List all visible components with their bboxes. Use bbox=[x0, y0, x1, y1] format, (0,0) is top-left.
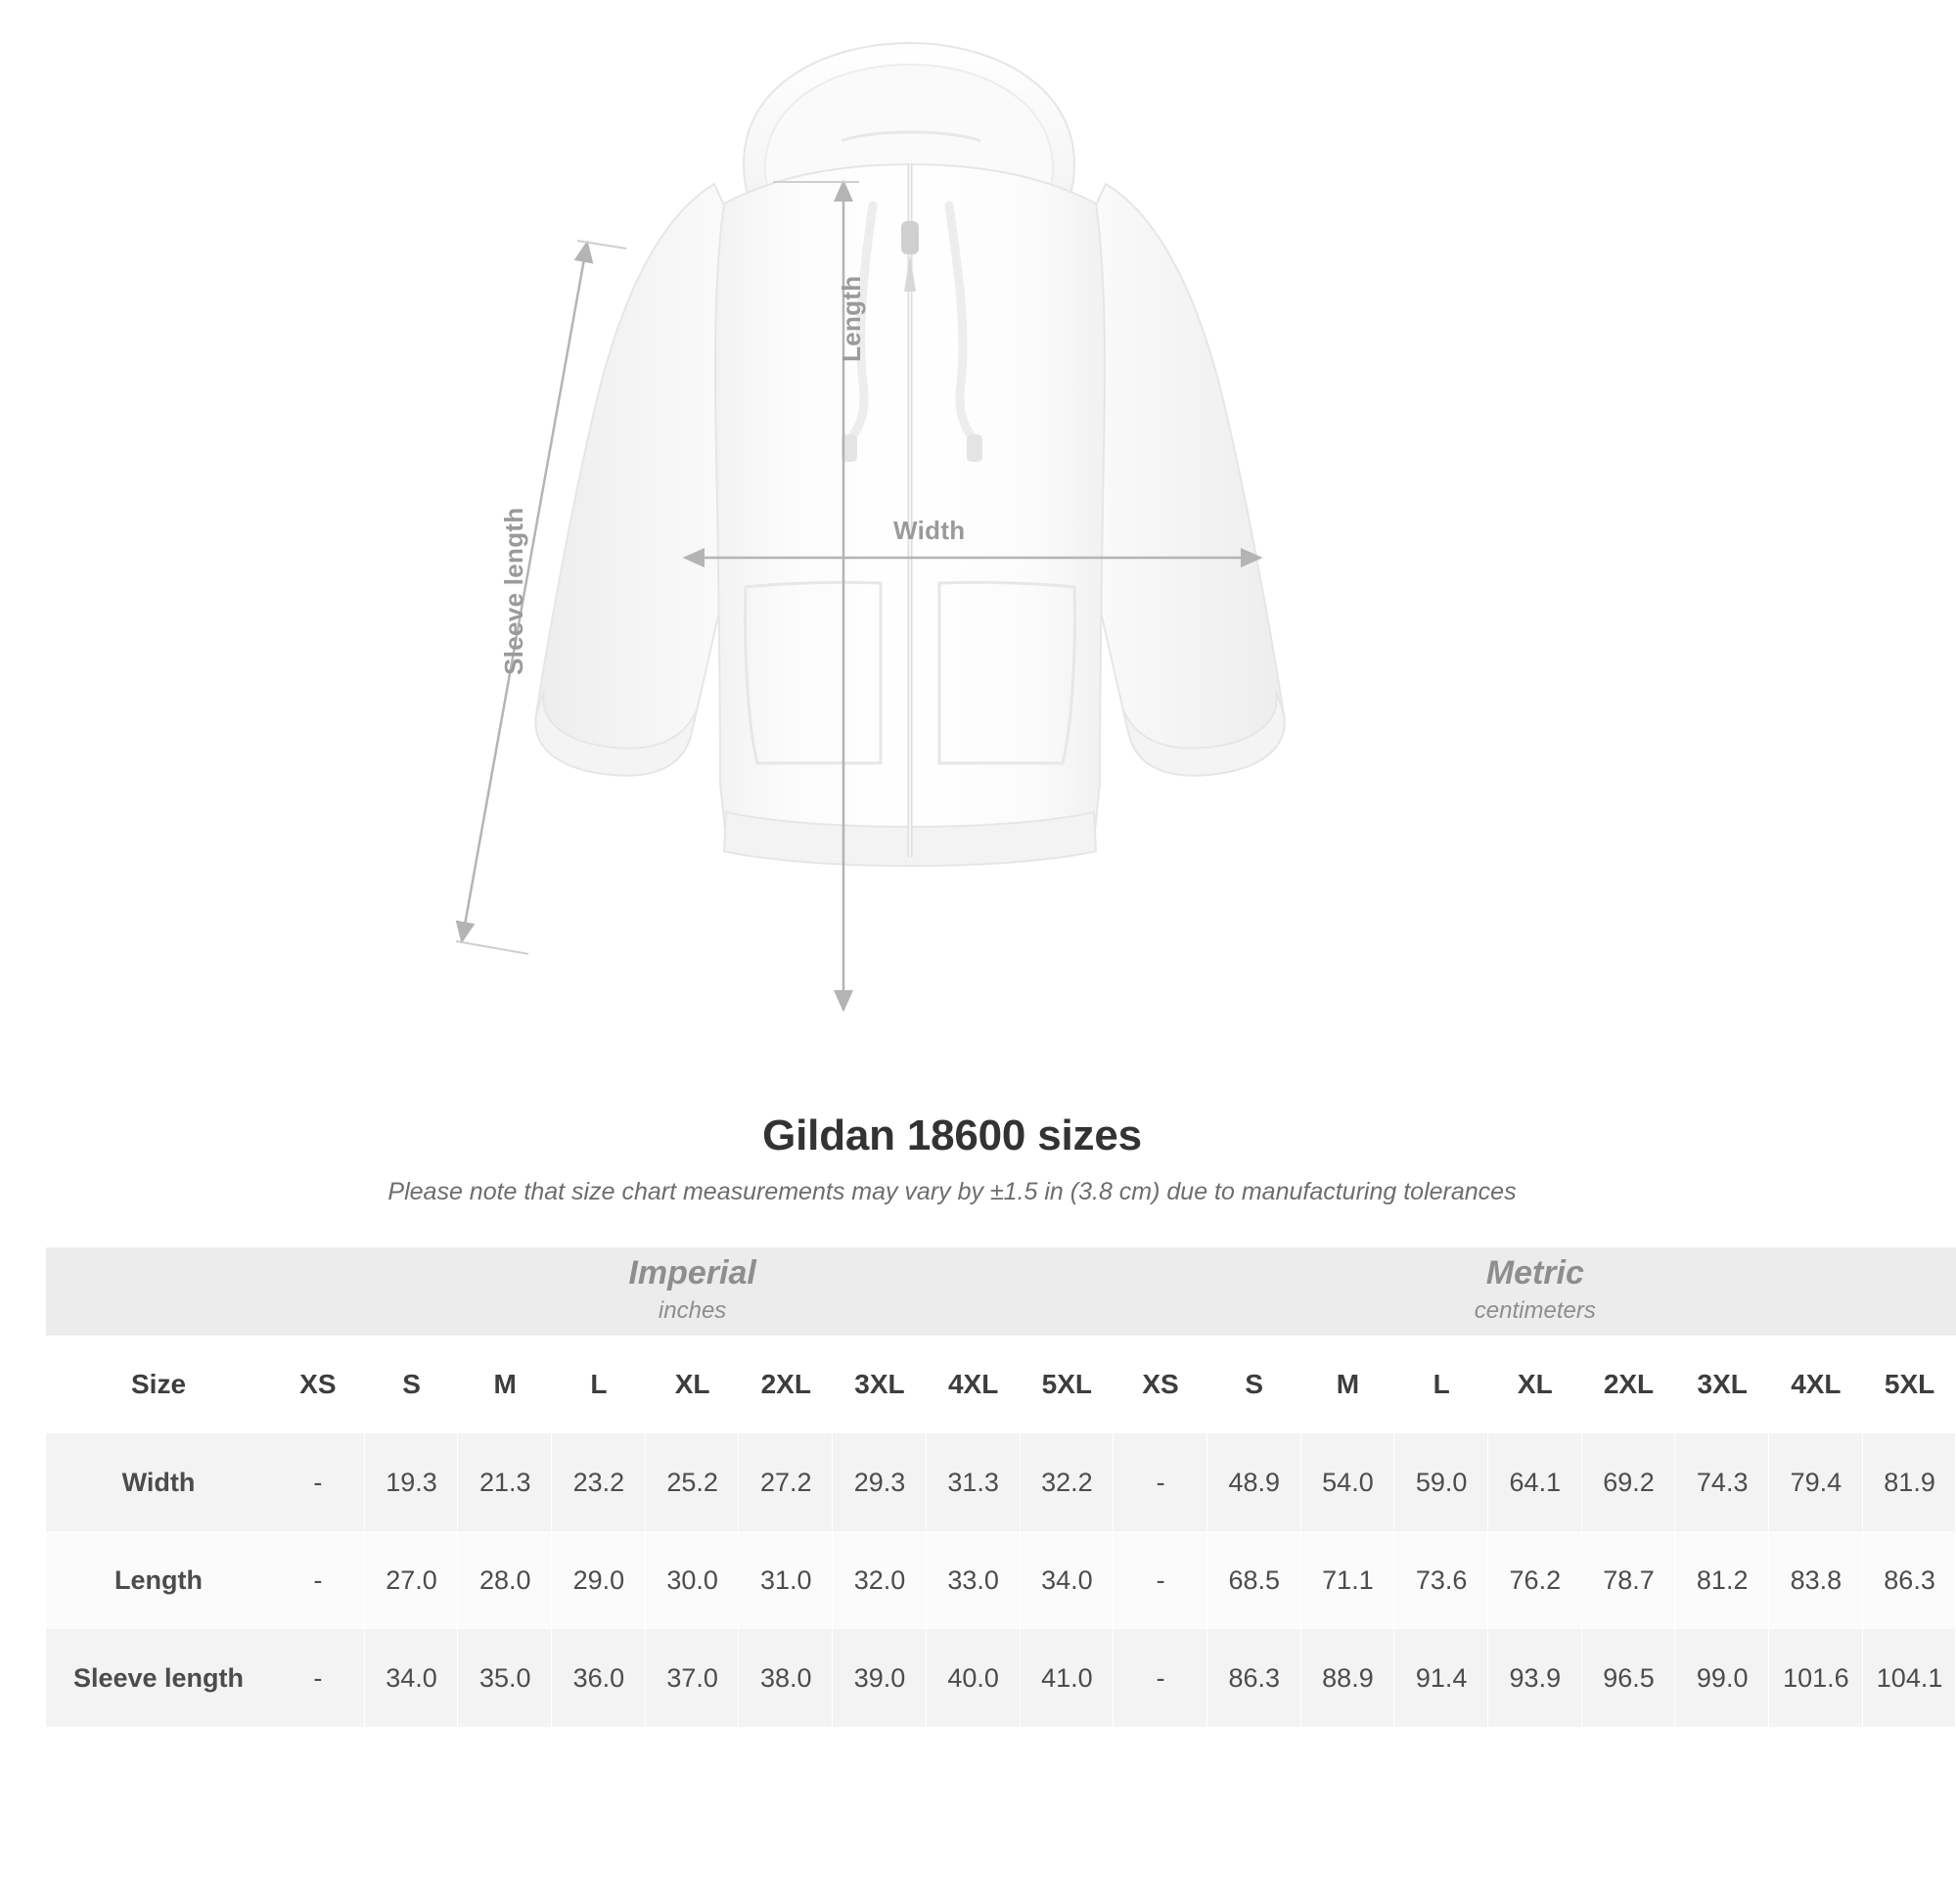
unit-group-metric bbox=[1114, 1247, 1956, 1336]
measurement-cell: 71.1 bbox=[1301, 1531, 1395, 1629]
measurement-cell: 37.0 bbox=[646, 1629, 740, 1727]
size-column-header: L bbox=[552, 1336, 646, 1433]
size-column-header: 4XL bbox=[1769, 1336, 1863, 1433]
size-column-header: 3XL bbox=[833, 1336, 927, 1433]
measurement-cell: - bbox=[1114, 1433, 1207, 1531]
table-row bbox=[46, 1531, 1956, 1629]
measurement-cell: 91.4 bbox=[1394, 1629, 1488, 1727]
measurement-cell: 79.4 bbox=[1769, 1433, 1863, 1531]
measurement-cell: 64.1 bbox=[1488, 1433, 1582, 1531]
measurement-cell: 81.2 bbox=[1675, 1531, 1769, 1629]
unit-group-unit: inches bbox=[658, 1296, 727, 1324]
measurement-cell: - bbox=[271, 1629, 365, 1727]
measurement-cell: 38.0 bbox=[739, 1629, 833, 1727]
size-chart-table bbox=[46, 1247, 1956, 1727]
measurement-cell: 30.0 bbox=[646, 1531, 740, 1629]
page-title: Gildan 18600 sizes bbox=[762, 1111, 1142, 1159]
unit-group-name: Metric bbox=[1485, 1254, 1584, 1292]
size-column-header: 2XL bbox=[1582, 1336, 1676, 1433]
unit-group-unit: centimeters bbox=[1474, 1296, 1596, 1324]
measurement-cell: - bbox=[271, 1531, 365, 1629]
size-column-header: XL bbox=[646, 1336, 740, 1433]
measurement-cell: 23.2 bbox=[552, 1433, 646, 1531]
measurement-cell: 88.9 bbox=[1301, 1629, 1395, 1727]
measurement-cell: 83.8 bbox=[1769, 1531, 1863, 1629]
measurement-cell: 34.0 bbox=[1021, 1531, 1114, 1629]
measurement-cell: 32.2 bbox=[1021, 1433, 1114, 1531]
sleeve-length-dimension-label: Sleeve length bbox=[499, 507, 528, 675]
size-column-header: S bbox=[1207, 1336, 1301, 1433]
size-column-header: M bbox=[1301, 1336, 1395, 1433]
length-dimension-label: Length bbox=[837, 275, 866, 362]
measurement-cell: 54.0 bbox=[1301, 1433, 1395, 1531]
unit-group-name: Imperial bbox=[628, 1254, 756, 1292]
size-column-header: S bbox=[365, 1336, 459, 1433]
measurement-cell: 69.2 bbox=[1582, 1433, 1676, 1531]
measurement-cell: 35.0 bbox=[458, 1629, 552, 1727]
measurement-cell: 76.2 bbox=[1488, 1531, 1582, 1629]
measurement-cell: 41.0 bbox=[1021, 1629, 1114, 1727]
measurement-cell: 40.0 bbox=[927, 1629, 1021, 1727]
measurement-cell: - bbox=[271, 1433, 365, 1531]
measurement-cell: 96.5 bbox=[1582, 1629, 1676, 1727]
measurement-cell: 25.2 bbox=[646, 1433, 740, 1531]
width-dimension-label: Width bbox=[893, 516, 966, 545]
measurement-cell: 29.0 bbox=[552, 1531, 646, 1629]
size-column-header: 3XL bbox=[1675, 1336, 1769, 1433]
unit-header-spacer bbox=[46, 1247, 271, 1336]
table-row bbox=[46, 1433, 1956, 1531]
size-column-header: XL bbox=[1488, 1336, 1582, 1433]
measurement-cell: 104.1 bbox=[1863, 1629, 1956, 1727]
size-column-header: 5XL bbox=[1021, 1336, 1114, 1433]
measurement-cell: 29.3 bbox=[833, 1433, 927, 1531]
measurement-cell: 27.0 bbox=[365, 1531, 459, 1629]
size-column-header: 4XL bbox=[927, 1336, 1021, 1433]
measurement-cell: 28.0 bbox=[458, 1531, 552, 1629]
measurement-cell: - bbox=[1114, 1629, 1207, 1727]
measurement-cell: 101.6 bbox=[1769, 1629, 1863, 1727]
measurement-cell: 73.6 bbox=[1394, 1531, 1488, 1629]
measurement-row-label: Sleeve length bbox=[46, 1629, 271, 1727]
title-block bbox=[0, 1086, 1904, 1206]
measurement-cell: 78.7 bbox=[1582, 1531, 1676, 1629]
measurement-cell: 86.3 bbox=[1863, 1531, 1956, 1629]
measurement-cell: 99.0 bbox=[1675, 1629, 1769, 1727]
measurement-cell: 31.0 bbox=[739, 1531, 833, 1629]
table-header-row bbox=[46, 1336, 1956, 1433]
measurement-row-label: Length bbox=[46, 1531, 271, 1629]
measurement-cell: 27.2 bbox=[739, 1433, 833, 1531]
measurement-cell: 36.0 bbox=[552, 1629, 646, 1727]
measurement-cell: 21.3 bbox=[458, 1433, 552, 1531]
measurement-cell: 19.3 bbox=[365, 1433, 459, 1531]
unit-group-imperial bbox=[271, 1247, 1114, 1336]
measurement-cell: 39.0 bbox=[833, 1629, 927, 1727]
size-column-header: L bbox=[1394, 1336, 1488, 1433]
measurement-row-label: Width bbox=[46, 1433, 271, 1531]
measurement-cell: 86.3 bbox=[1207, 1629, 1301, 1727]
size-chart-table-wrap bbox=[46, 1247, 1943, 1727]
tolerance-note: Please note that size chart measurements may vary by ±1.5 in (3.8 cm) due to manufacturing tolerances bbox=[387, 1178, 1517, 1205]
measurement-cell: 31.3 bbox=[927, 1433, 1021, 1531]
measurement-cell: 81.9 bbox=[1863, 1433, 1956, 1531]
size-column-header: M bbox=[458, 1336, 552, 1433]
measurement-cell: 59.0 bbox=[1394, 1433, 1488, 1531]
measurement-cell: 74.3 bbox=[1675, 1433, 1769, 1531]
measurement-cell: 33.0 bbox=[927, 1531, 1021, 1629]
table-row bbox=[46, 1629, 1956, 1727]
measurement-cell: 68.5 bbox=[1207, 1531, 1301, 1629]
measurement-cell: 34.0 bbox=[365, 1629, 459, 1727]
size-column-header: XS bbox=[1114, 1336, 1207, 1433]
measurement-cell: 48.9 bbox=[1207, 1433, 1301, 1531]
size-column-header: XS bbox=[271, 1336, 365, 1433]
size-column-header: 5XL bbox=[1863, 1336, 1956, 1433]
measurement-cell: 32.0 bbox=[833, 1531, 927, 1629]
size-column-header: 2XL bbox=[739, 1336, 833, 1433]
size-header-cell: Size bbox=[46, 1336, 271, 1433]
measurement-cell: 93.9 bbox=[1488, 1629, 1582, 1727]
measurement-cell: - bbox=[1114, 1531, 1207, 1629]
